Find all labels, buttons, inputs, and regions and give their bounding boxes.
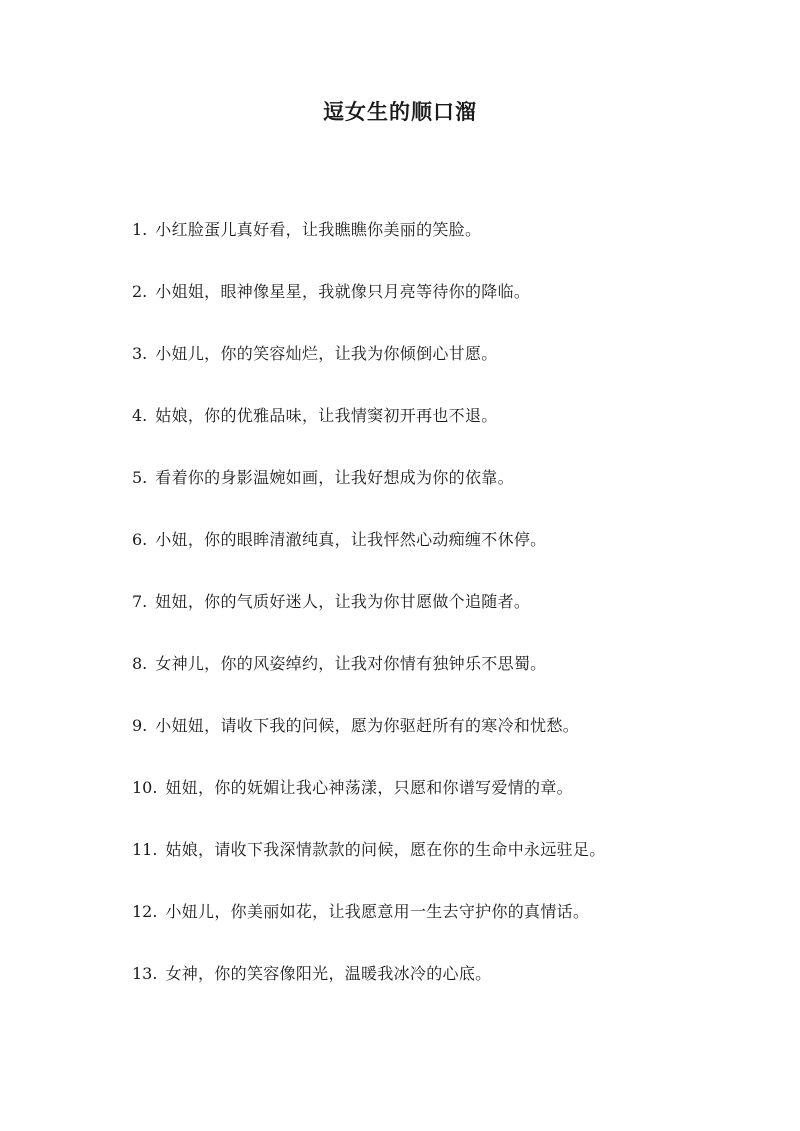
item-number: 1.	[132, 220, 148, 239]
list-item	[132, 216, 752, 278]
item-text: 小姐姐，眼神像星星，我就像只月亮等待你的降临。	[155, 282, 531, 301]
list-item	[132, 278, 752, 340]
list-item	[132, 836, 752, 898]
item-text: 女神儿，你的风姿绰约，让我对你情有独钟乐不思蜀。	[155, 654, 547, 673]
item-text: 妞妞，你的妩媚让我心神荡漾，只愿和你谱写爱情的章。	[165, 778, 573, 797]
list-item	[132, 402, 752, 464]
list-item	[132, 712, 752, 774]
list-item	[132, 526, 752, 588]
list-item	[132, 650, 752, 712]
item-number: 9.	[132, 716, 148, 735]
item-number: 11.	[132, 840, 158, 859]
list-item	[132, 960, 752, 1022]
item-number: 10.	[132, 778, 158, 797]
item-number: 13.	[132, 964, 158, 983]
item-text: 小妞儿，你的笑容灿烂，让我为你倾倒心甘愿。	[155, 344, 498, 363]
item-number: 12.	[132, 902, 158, 921]
item-text: 女神，你的笑容像阳光，温暖我冰冷的心底。	[165, 964, 492, 983]
list-item	[132, 588, 752, 650]
item-number: 6.	[132, 530, 148, 549]
item-text: 小妞，你的眼眸清澈纯真，让我怦然心动痴缠不休停。	[155, 530, 547, 549]
document-title: 逗女生的顺口溜	[323, 99, 477, 124]
item-text: 小红脸蛋儿真好看，让我瞧瞧你美丽的笑脸。	[155, 220, 482, 239]
item-number: 5.	[132, 468, 148, 487]
item-text: 小妞儿，你美丽如花，让我愿意用一生去守护你的真情话。	[165, 902, 590, 921]
item-text: 姑娘，请收下我深情款款的问候，愿在你的生命中永远驻足。	[165, 840, 606, 859]
verse-list	[132, 216, 752, 1022]
item-text: 小妞妞，请收下我的问候，愿为你驱赶所有的寒冷和忧愁。	[155, 716, 580, 735]
list-item	[132, 464, 752, 526]
item-text: 姑娘，你的优雅品味，让我情窦初开再也不退。	[155, 406, 498, 425]
item-text: 妞妞，你的气质好迷人，让我为你甘愿做个追随者。	[155, 592, 531, 611]
list-item	[132, 774, 752, 836]
item-text: 看着你的身影温婉如画，让我好想成为你的依靠。	[155, 468, 514, 487]
item-number: 7.	[132, 592, 148, 611]
item-number: 8.	[132, 654, 148, 673]
item-number: 3.	[132, 344, 148, 363]
list-item	[132, 340, 752, 402]
item-number: 2.	[132, 282, 148, 301]
item-number: 4.	[132, 406, 148, 425]
list-item	[132, 898, 752, 960]
